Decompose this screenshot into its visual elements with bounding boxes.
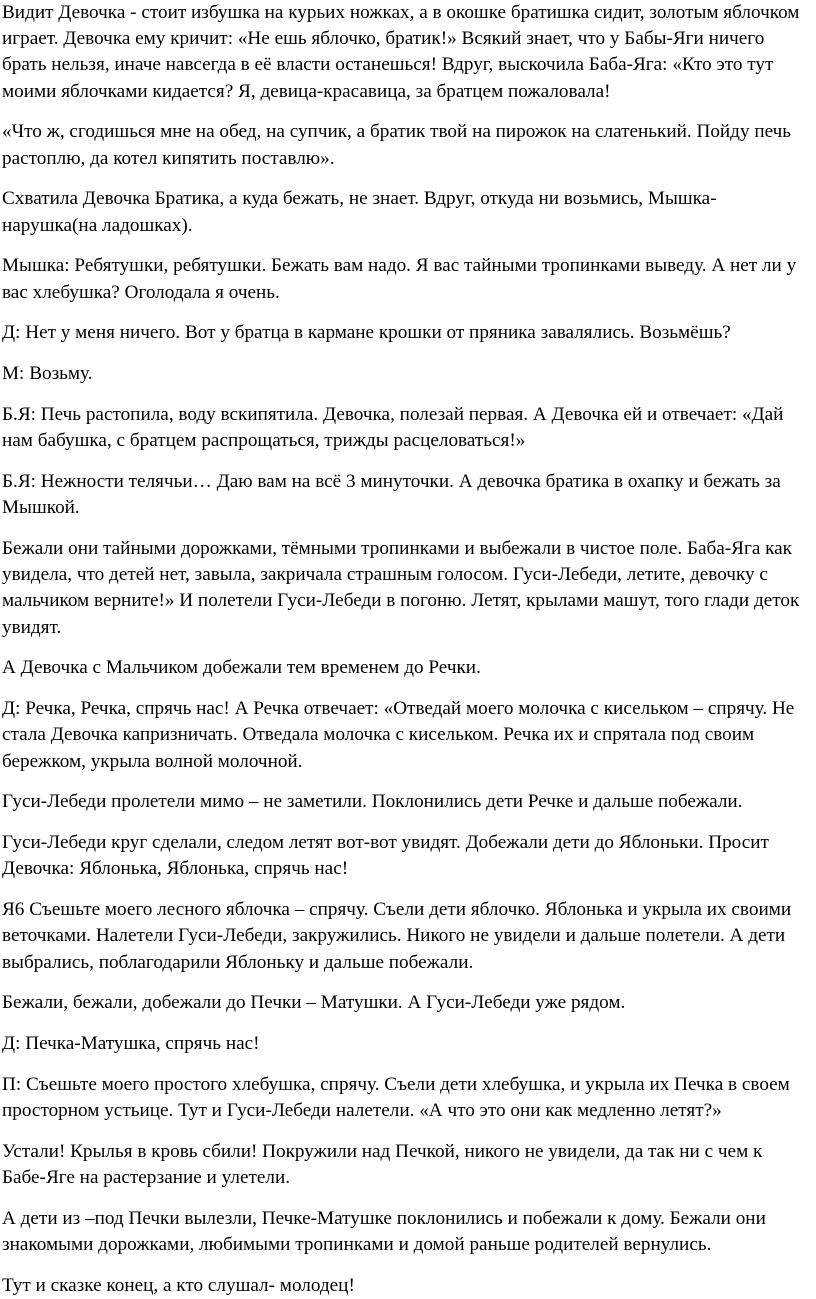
paragraph-11: Д: Речка, Речка, спрячь нас! А Речка отвечает: «Отведай моего молочка с кисельком – спрячу. Не стала Девочка капризничать. Отведала молочка с кисельком. Речка их и спрятала под своим бережком, укрыла волной молочной. [2,698,795,772]
paragraph-18: Устали! Крылья в кровь сбили! Покружили над Печкой, никого не увидели, да так ни с чем к Бабе-Яге на растерзание и улетели. [2,1141,763,1189]
paragraph-3: Схватила Девочка Братика, а куда бежать, не знает. Вдруг, откуда ни возьмись, Мышка-нарушка(на ладошках). [2,188,717,236]
paragraph-5: Д: Нет у меня ничего. Вот у братца в кармане крошки от пряника завалялись. Возьмёшь? [2,322,731,344]
paragraph-12: Гуси-Лебеди пролетели мимо – не заметили. Поклонились дети Речке и дальше побежали. [2,791,743,813]
paragraph-9: Бежали они тайными дорожками, тёмными тропинками и выбежали в чистое поле. Баба-Яга как увидела, что детей нет, завыла, закричала страшным голосом. Гуси-Лебеди, летите, девочку с мальчиком верните!» И полетели Гуси-Лебеди в погоню. Летят, крылами машут, того глади деток увидят. [2,538,800,638]
paragraph-17: П: Съешьте моего простого хлебушка, спрячу. Съели дети хлебушка, и укрыла их Печка в своем просторном устьице. Тут и Гуси-Лебеди налетели. «А что это они как медленно летят?» [2,1074,790,1122]
paragraph-2: «Что ж, сгодишься мне на обед, на супчик, а братик твой на пирожок на слатенький. Пойду печь растоплю, да котел кипятить поставлю». [2,121,792,169]
paragraph-20: Тут и сказке конец, а кто слушал- молодец! [2,1275,355,1296]
paragraph-6: М: Возьму. [2,363,93,385]
paragraph-19: А дети из –под Печки вылезли, Печке-Матушке поклонились и побежали к дому. Бежали они знакомыми дорожками, любимыми тропинками и домой раньше родителей вернулись. [2,1208,766,1256]
paragraph-15: Бежали, бежали, добежали до Печки – Матушки. А Гуси-Лебеди уже рядом. [2,992,626,1014]
paragraph-13: Гуси-Лебеди круг сделали, следом летят вот-вот увидят. Добежали дети до Яблоньки. Просит Девочка: Яблонька, Яблонька, спрячь нас! [2,832,769,880]
paragraph-16: Д: Печка-Матушка, спрячь нас! [2,1033,260,1055]
paragraph-7: Б.Я: Печь растопила, воду вскипятила. Девочка, полезай первая. А Девочка ей и отвечает: «Дай нам бабушка, с братцем распрощаться, трижды расцеловаться!» [2,404,784,452]
paragraph-10: А Девочка с Мальчиком добежали тем временем до Речки. [2,657,481,679]
paragraph-4: Мышка: Ребятушки, ребятушки. Бежать вам надо. Я вас тайными тропинками выведу. А нет ли у вас хлебушка? Оголодала я очень. [2,255,797,303]
paragraph-1: Видит Девочка - стоит избушка на курьих ножках, а в окошке братишка сидит, золотым яблочком играет. Девочка ему кричит: «Не ешь яблочко, братик!» Всякий знает, что у Бабы-Яги ничего брать нельзя, иначе навсегда в её власти останешься! Вдруг, выскочила Баба-Яга: «Кто это тут моими яблочками кидается? Я, девица-красавица, за братцем пожаловала! [2,2,800,102]
paragraph-14: Я6 Съешьте моего лесного яблочка – спрячу. Съели дети яблочко. Яблонька и укрыла их своими веточками. Налетели Гуси-Лебеди, закружились. Никого не увидели и дальше полетели. А дети выбрались, поблагодарили Яблоньку и дальше побежали. [2,899,792,973]
paragraph-8: Б.Я: Нежности телячьи… Даю вам на всё 3 минуточки. А девочка братика в охапку и бежать за Мышкой. [2,471,781,519]
